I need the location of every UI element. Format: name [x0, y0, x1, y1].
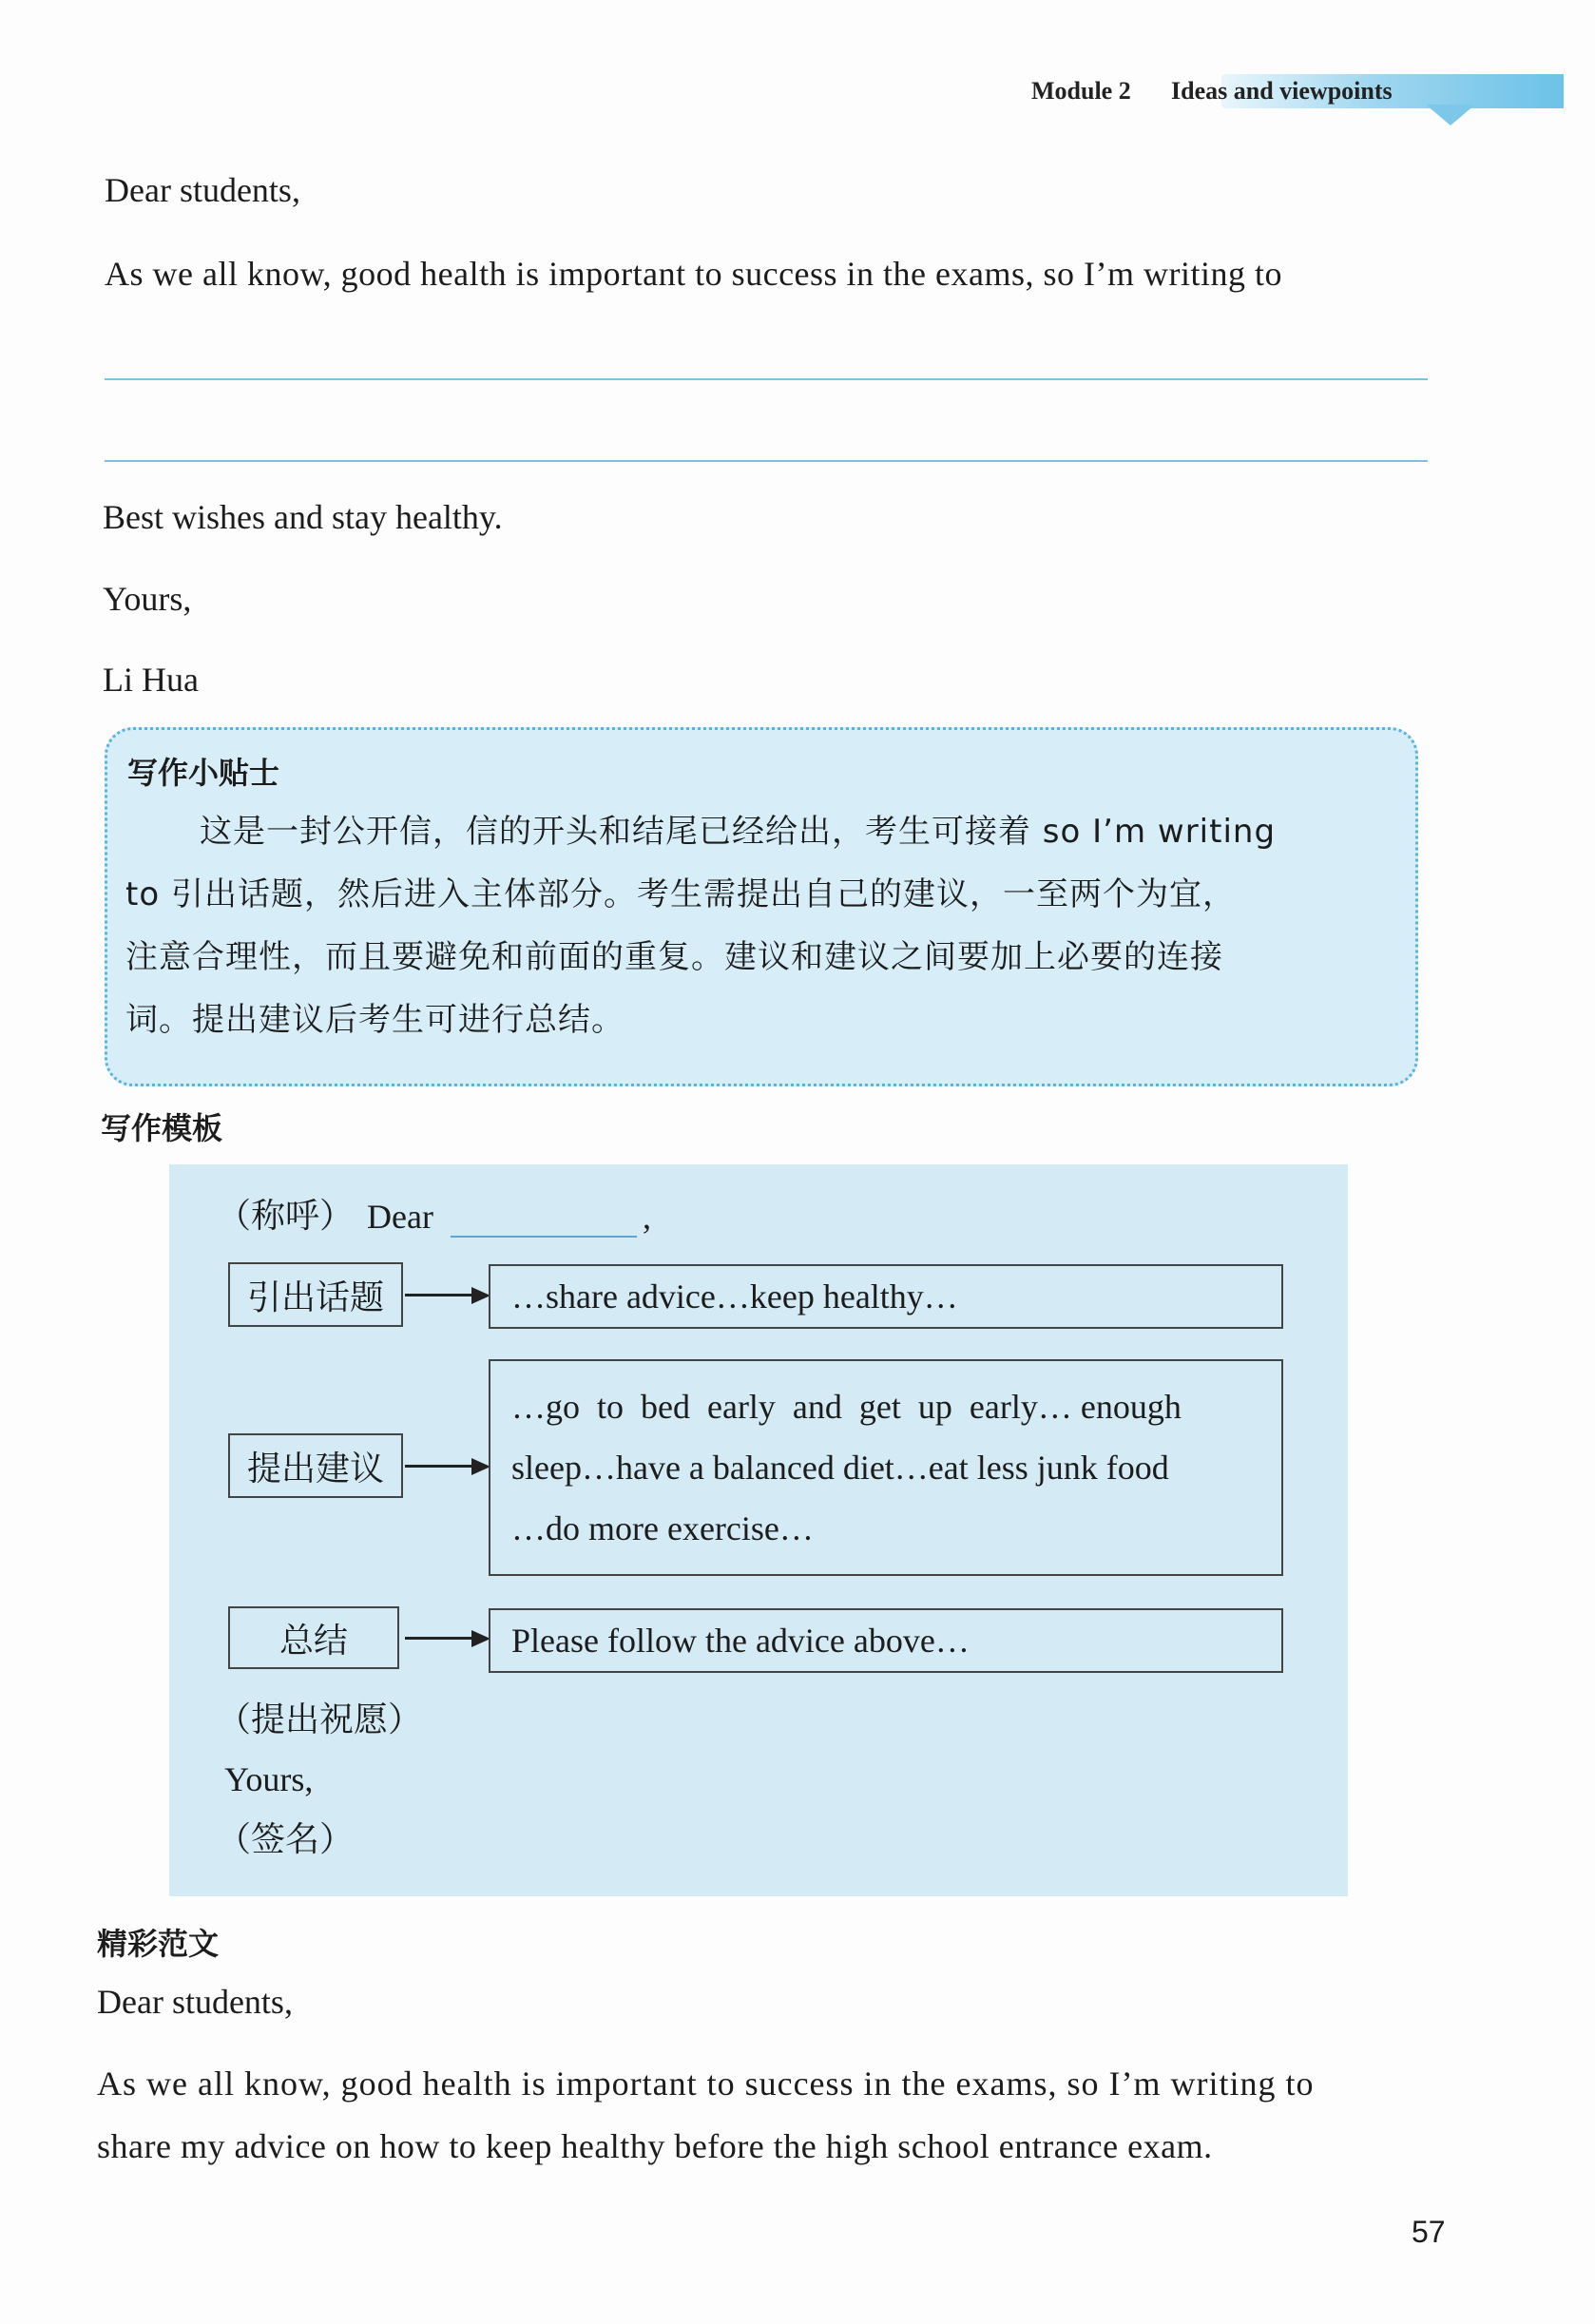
letter-signature: Li Hua: [103, 661, 199, 699]
tips-title: 写作小贴士: [127, 755, 280, 791]
writing-line-1[interactable]: [105, 378, 1428, 380]
greeting-word: Dear: [367, 1198, 433, 1236]
writing-line-2[interactable]: [105, 460, 1428, 462]
arrow-head-icon: [471, 1458, 490, 1475]
template-row-text: …go to bed early and get up early… enough: [511, 1388, 1182, 1426]
model-salutation: Dear students,: [97, 1983, 293, 2021]
module-label: Module 2: [1031, 77, 1131, 105]
wish-label: （提出祝愿）: [217, 1700, 423, 1739]
greeting-comma: ,: [643, 1198, 651, 1236]
tips-line: 词。提出建议后考生可进行总结。: [125, 1001, 625, 1039]
header-notch: [1426, 105, 1475, 125]
tips-line: 注意合理性，而且要避免和前面的重复。建议和建议之间要加上必要的连接: [125, 938, 1223, 976]
template-title: 写作模板: [101, 1110, 223, 1146]
signature-label: （签名）: [217, 1820, 355, 1859]
model-title: 精彩范文: [97, 1926, 220, 1962]
template-row-text: sleep…have a balanced diet…eat less junk food: [511, 1449, 1169, 1487]
arrow-head-icon: [471, 1630, 490, 1647]
arrow-line: [405, 1465, 481, 1468]
greeting-label: （称呼）: [217, 1197, 355, 1236]
model-line: share my advice on how to keep healthy before the high school entrance exam.: [97, 2127, 1213, 2165]
letter-signoff: Yours,: [103, 580, 192, 618]
template-row-text: …share advice…keep healthy…: [511, 1277, 958, 1316]
template-row-text: Please follow the advice above…: [511, 1622, 970, 1660]
page-number: 57: [1412, 2215, 1446, 2249]
module-title: Ideas and viewpoints: [1171, 77, 1393, 105]
letter-salutation: Dear students,: [105, 171, 300, 209]
template-signoff: Yours,: [224, 1760, 314, 1798]
letter-closing: Best wishes and stay healthy.: [103, 498, 503, 536]
greeting-blank[interactable]: [451, 1236, 637, 1238]
template-row-text: …do more exercise…: [511, 1509, 814, 1547]
model-line: As we all know, good health is important to success in the exams, so I’m writing to: [97, 2065, 1315, 2103]
label-give-advice: 提出建议: [228, 1433, 403, 1498]
arrow-head-icon: [471, 1287, 490, 1304]
label-introduce-topic: 引出话题: [228, 1262, 403, 1327]
arrow-line: [405, 1294, 481, 1296]
letter-opening: As we all know, good health is important to success in the exams, so I’m writing to: [105, 255, 1282, 293]
tips-line: to 引出话题，然后进入主体部分。考生需提出自己的建议，一至两个为宜，: [125, 875, 1236, 913]
tips-line: 这是一封公开信，信的开头和结尾已经给出，考生可接着 so I’m writing: [200, 813, 1277, 851]
arrow-line: [405, 1637, 481, 1640]
label-summary: 总结: [228, 1606, 399, 1669]
